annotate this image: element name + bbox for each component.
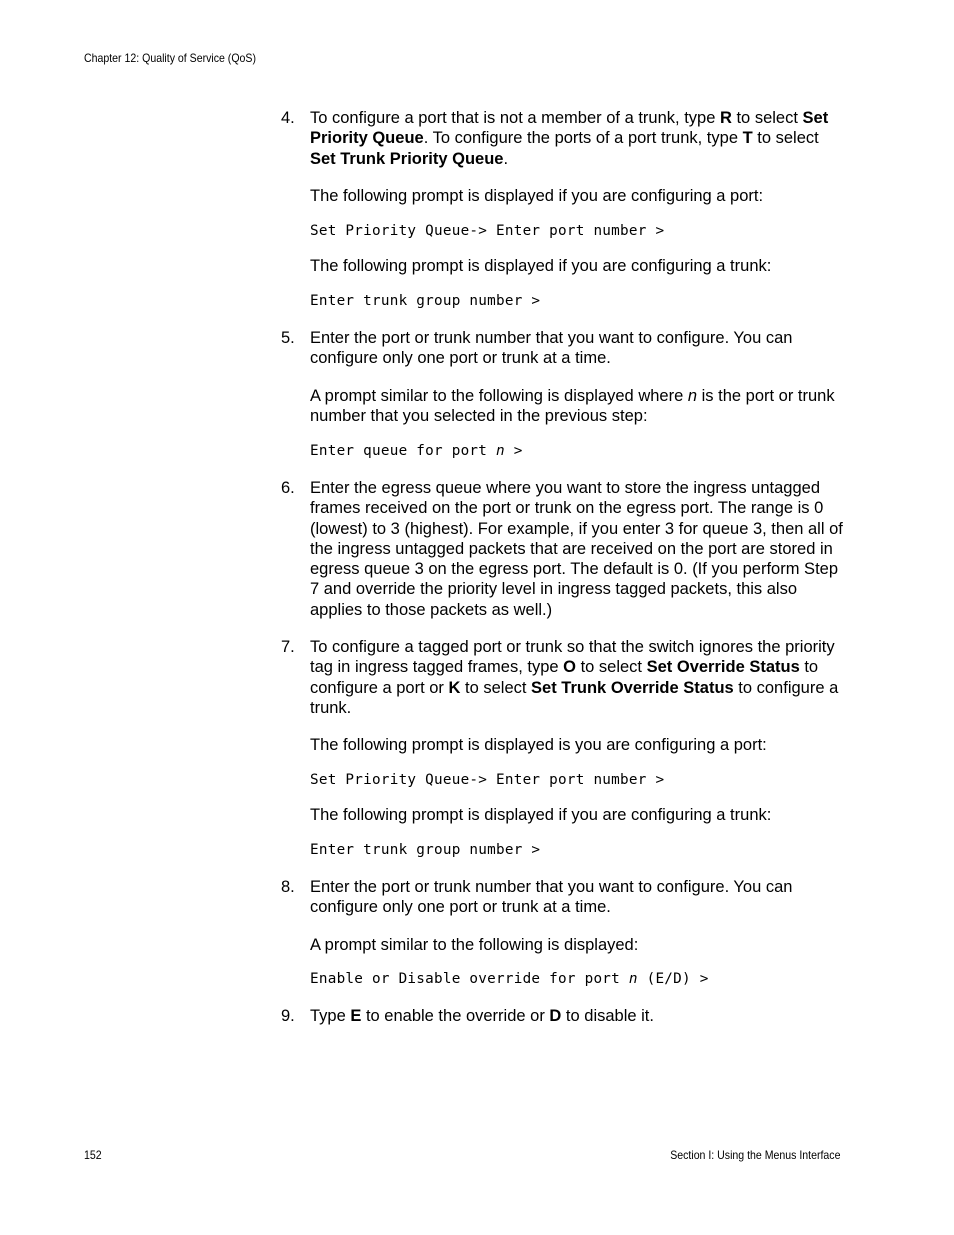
menu-set-override-status: Set Override Status bbox=[646, 658, 800, 677]
step-6-number: 6. bbox=[281, 479, 295, 497]
step-7-trunk-prompt-code: Enter trunk group number > bbox=[310, 842, 541, 858]
step-7-number: 7. bbox=[281, 638, 295, 656]
step-7-trunk-prompt-intro: The following prompt is displayed if you are configuring a trunk: bbox=[310, 806, 772, 824]
menu-set-priority-queue: Set Priority Queue bbox=[310, 109, 829, 148]
menu-set-trunk-priority-queue: Set Trunk Priority Queue bbox=[310, 149, 504, 168]
key-r: R bbox=[719, 109, 732, 127]
step-6-text: Enter the egress queue where you want to store the ingress untagged frames received on the port or trunk on the egress port. The range is 0 (lowest) to 3 (highest). For example, if you enter 3 for queue 3, then all of the ingress untagged packets that are received on the port are stored in egress queue 3 on the egress port. The default is 0. (If you perform Step 7 and override the priority level in ingress tagged packets, this also applies to those packets as well.) bbox=[310, 479, 843, 619]
running-footer-section: Section I: Using the Menus Interface bbox=[669, 1148, 840, 1162]
step-8-number: 8. bbox=[281, 878, 295, 896]
step-9-text: Type E to enable the override or D to disable it. bbox=[310, 1007, 654, 1025]
step-7-port-prompt-intro: The following prompt is displayed is you are configuring a port: bbox=[310, 736, 767, 754]
key-t: T bbox=[742, 129, 753, 148]
step-7-port-prompt-code: Set Priority Queue-> Enter port number > bbox=[310, 772, 665, 788]
key-o: O bbox=[563, 658, 576, 677]
step-5-prompt-intro: A prompt similar to the following is displayed where n is the port or trunk number that you selected in the previous step: bbox=[310, 387, 835, 426]
step-8-prompt-code: Enable or Disable override for port n (E/D) > bbox=[310, 971, 709, 987]
step-4-trunk-prompt-code: Enter trunk group number > bbox=[310, 293, 541, 309]
key-d: D bbox=[549, 1007, 562, 1025]
step-5-number: 5. bbox=[281, 329, 295, 347]
step-4-port-prompt-code: Set Priority Queue-> Enter port number > bbox=[310, 223, 665, 239]
step-4-text: To configure a port that is not a member of a trunk, type R to select Set Priority Queue. To configure the ports of a port trunk, type T to select Set Trunk Priority Queue. bbox=[310, 109, 829, 168]
page-number: 152 bbox=[84, 1148, 102, 1162]
step-5-text: Enter the port or trunk number that you want to configure. You can configure only one port or trunk at a time. bbox=[310, 329, 793, 368]
step-7-text: To configure a tagged port or trunk so that the switch ignores the priority tag in ingress tagged frames, type O to select Set Override Status to configure a port or K to select Set Trunk Override Status to configure a trunk. bbox=[310, 638, 839, 717]
menu-set-trunk-override-status: Set Trunk Override Status bbox=[531, 678, 734, 697]
step-4-port-prompt-intro: The following prompt is displayed if you are configuring a port: bbox=[310, 187, 764, 205]
step-5-prompt-code: Enter queue for port n > bbox=[310, 443, 523, 459]
running-header: Chapter 12: Quality of Service (QoS) bbox=[84, 51, 256, 65]
step-9-number: 9. bbox=[281, 1007, 295, 1025]
step-4-trunk-prompt-intro: The following prompt is displayed if you are configuring a trunk: bbox=[310, 257, 772, 275]
step-8-prompt-intro: A prompt similar to the following is displayed: bbox=[310, 936, 639, 954]
key-k: K bbox=[448, 678, 461, 697]
step-4-number: 4. bbox=[281, 109, 295, 127]
step-8-text: Enter the port or trunk number that you want to configure. You can configure only one port or trunk at a time. bbox=[310, 878, 793, 917]
key-e: E bbox=[350, 1007, 362, 1025]
